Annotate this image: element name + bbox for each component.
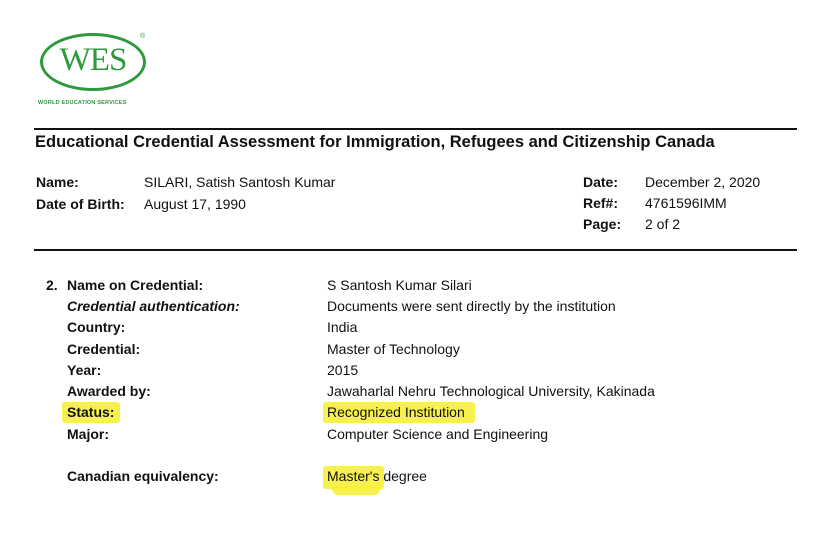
dob-value: August 17, 1990 bbox=[144, 196, 246, 212]
equivalency-highlight-tail bbox=[332, 486, 380, 495]
field-label-year: Year: bbox=[67, 362, 102, 378]
name-label: Name: bbox=[36, 174, 79, 190]
wes-logo bbox=[38, 30, 150, 108]
page-value: 2 of 2 bbox=[645, 216, 681, 232]
ref-value: 4761596IMM bbox=[645, 195, 727, 211]
date-label: Date: bbox=[583, 174, 619, 190]
field-label-credential: Credential: bbox=[67, 341, 141, 357]
header-rule bbox=[34, 249, 797, 251]
name-value: SILARI, Satish Santosh Kumar bbox=[144, 174, 336, 190]
logo-wordmark: WES bbox=[59, 42, 127, 78]
field-value-status: Recognized Institution bbox=[327, 404, 465, 420]
field-label-authentication: Credential authentication: bbox=[67, 298, 240, 314]
field-label-awarded-by: Awarded by: bbox=[67, 383, 151, 399]
date-value: December 2, 2020 bbox=[645, 174, 761, 190]
logo-registered-mark: ® bbox=[140, 33, 146, 40]
field-label-name-on-credential: Name on Credential: bbox=[67, 277, 204, 293]
field-value-awarded-by: Jawaharlal Nehru Technological University, Kakinada bbox=[327, 383, 655, 399]
field-value-name-on-credential: S Santosh Kumar Silari bbox=[327, 277, 472, 293]
equivalency-label: Canadian equivalency: bbox=[67, 468, 219, 484]
field-label-country: Country: bbox=[67, 319, 126, 335]
field-value-major: Computer Science and Engineering bbox=[327, 426, 549, 442]
field-label-major: Major: bbox=[67, 426, 109, 442]
top-rule bbox=[34, 128, 797, 130]
field-value-credential: Master of Technology bbox=[327, 341, 460, 357]
page-label: Page: bbox=[583, 216, 622, 232]
dob-label: Date of Birth: bbox=[36, 196, 125, 212]
document-title: Educational Credential Assessment for Immigration, Refugees and Citizenship Canada bbox=[35, 133, 715, 151]
logo-subtitle: WORLD EDUCATION SERVICES bbox=[38, 100, 127, 106]
field-value-authentication: Documents were sent directly by the institution bbox=[327, 298, 616, 314]
field-value-country: India bbox=[327, 319, 358, 335]
equivalency-value: Master's degree bbox=[327, 468, 427, 484]
credential-number: 2. bbox=[46, 277, 58, 293]
ref-label: Ref#: bbox=[583, 195, 619, 211]
field-value-year: 2015 bbox=[327, 362, 359, 378]
field-label-status: Status: bbox=[67, 404, 115, 420]
